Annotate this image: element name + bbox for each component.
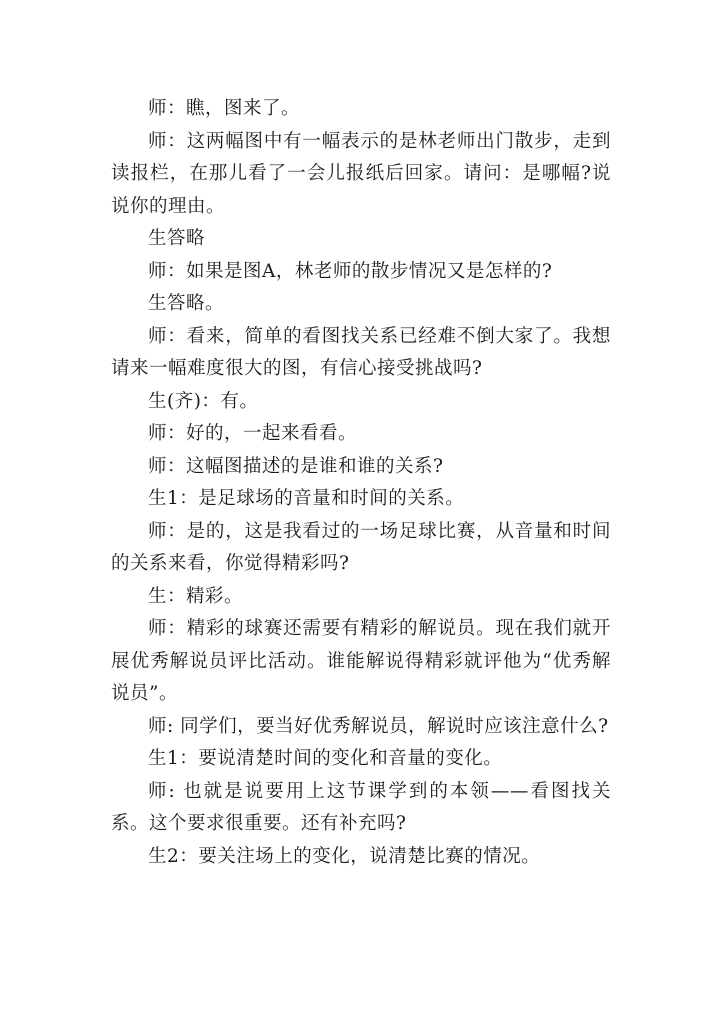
paragraph-9: 师：这幅图描述的是谁和谁的关系?: [148, 455, 444, 477]
paragraph-10: 生1：是足球场的音量和时间的关系。: [148, 488, 465, 509]
paragraph-15: 生1：要说清楚时间的变化和音量的变化。: [148, 748, 503, 769]
paragraph-12: 生：精彩。: [148, 585, 244, 607]
paragraph-1: 师：瞧，图来了。: [148, 98, 301, 119]
paragraph-17: 生2：要关注场上的变化，说清楚比赛的情况。: [148, 845, 541, 867]
document-body: [111, 93, 611, 873]
paragraph-8: 师：好的，一起来看看。: [148, 423, 358, 444]
paragraph-7: 生(齐)：有。: [148, 390, 259, 412]
paragraph-4: 师：如果是图A，林老师的散步情况又是怎样的?: [148, 260, 553, 282]
paragraph-13: 师：精彩的球赛还需要有精彩的解说员。现在我们就开展优秀解说员评比活动。谁能解说得精彩就评他为“优秀解说员”。: [111, 618, 611, 704]
paragraph-6: 师：看来，简单的看图找关系已经难不倒大家了。我想请来一幅难度很大的图，有信心接受挑战吗?: [111, 325, 611, 379]
paragraph-3: 生答略: [148, 228, 206, 249]
paragraph-2: 师：这两幅图中有一幅表示的是林老师出门散步，走到读报栏，在那儿看了一会儿报纸后回家。请问：是哪幅?说说你的理由。: [111, 130, 611, 217]
paragraph-14: 师: 同学们，要当好优秀解说员，解说时应该注意什么?: [148, 715, 609, 737]
paragraph-16: 师: 也就是说要用上这节课学到的本领——看图找关系。这个要求很重要。还有补充吗?: [111, 780, 611, 834]
paragraph-11: 师：是的，这是我看过的一场足球比赛，从音量和时间的关系来看，你觉得精彩吗?: [111, 520, 611, 574]
paragraph-5: 生答略。: [148, 293, 225, 314]
